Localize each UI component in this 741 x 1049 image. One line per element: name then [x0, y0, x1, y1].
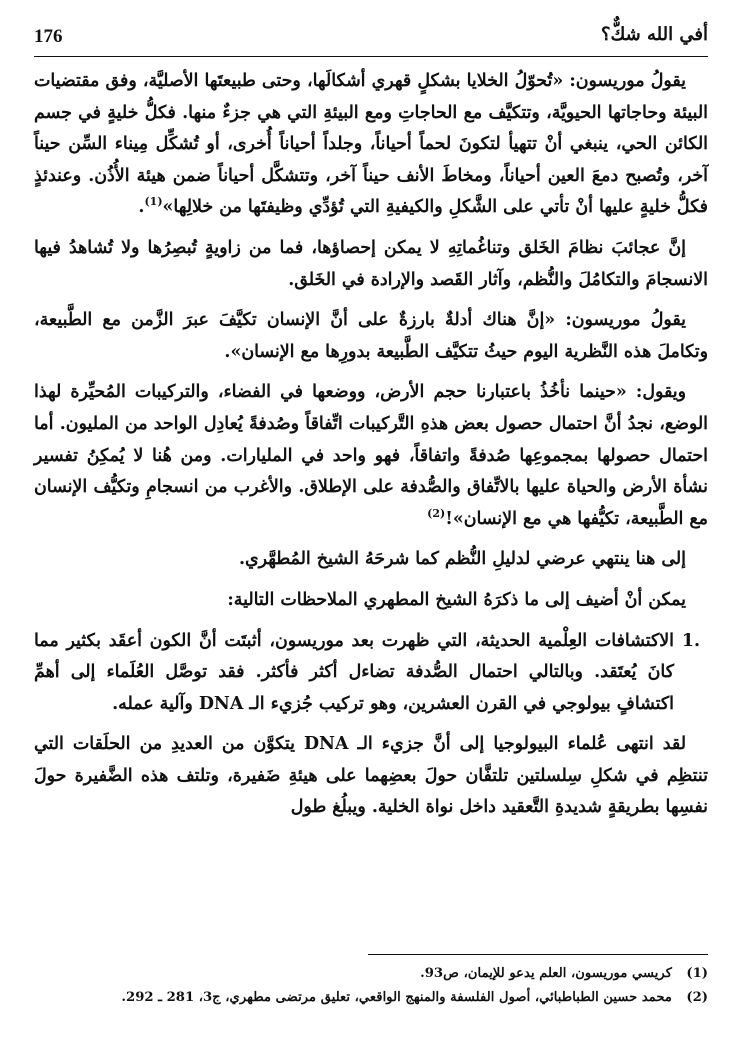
paragraph-end-of-argument: إلى هنا ينتهي عرضي لدليلِ النُّظم كما شرحَهُ الشيخ المُطهَّري. — [239, 549, 686, 570]
main-text — [34, 66, 708, 824]
paragraph-additional-notes: يمكن أنْ أضيف إلى ما ذكرَهُ الشيخ المطهري الملاحظات التالية: — [227, 589, 686, 610]
header-rule — [34, 56, 708, 57]
paragraph-earth-probability — [34, 377, 708, 535]
footnote-list — [34, 954, 708, 1010]
footnote-ref-1: (1) — [144, 195, 163, 209]
paragraph-morrison-adaptation: يقولُ موريسون: «إنَّ هناك أدلةٌ بارزةٌ على أنَّ الإنسان تكيَّفَ عبرَ الزَّمن مع الطَّبيعة، وتكاملَ هذه النَّظرية اليوم حيثُ تتكيَّف الطَّبيعة بدورِها مع الإنسان». — [34, 310, 708, 362]
paragraph-end: . — [138, 197, 145, 218]
footnote-rule — [368, 954, 708, 955]
book-page — [34, 18, 708, 1028]
footnote-2 — [34, 986, 708, 1010]
footnotes — [34, 954, 708, 1010]
footnote-mark: (1) — [686, 966, 708, 981]
numbered-item-1 — [34, 626, 708, 721]
footnote-1 — [34, 962, 708, 986]
paragraph-creation-wonders: إنَّ عجائبَ نظامَ الخَلق وتناغُماتِهِ لا يمكن إحصاؤها، فما من زاويةٍ تُبصِرُها ولا تُشاهدُ فيها الانسجامَ والتكامُلَ والنُّظم، وآثار القَصد والإرادة في الخَلق. — [34, 237, 708, 290]
footnote-mark: (2) — [686, 990, 708, 1005]
page-number: 176 — [34, 26, 63, 47]
footnote-text: كريسي موريسون، العلم يدعو للإيمان، ص93. — [420, 966, 672, 981]
running-title: أفي الله شكٌّ؟ — [600, 24, 708, 45]
page-header — [34, 18, 708, 58]
paragraph-text: ويقول: «حينما نأخُذُ باعتبارنا حجم الأرض، ووضعها في الفضاء، والتركيبات المُحيِّرة لهذا الوضع، نجدُ أنَّ احتمال حصول بعض هذهِ التَّركيبات اتِّفاقاً وصُدفةً يُعادِل الواحد من المليون. أما احتمال حصولها بمجموعِها صُدفةً واتفاقاً، فهو واحد في المليارات. ومن هُنا لا يُمكِنُ تفسير نشأة الأرض والحياة عليها بالاتِّفاق والصُّدفة على الإطلاق. والأغرب من انسجامِ وتكيُّف الإنسان مع الطَّبيعة، تكيُّفها هي مع الإنسان»! — [34, 382, 708, 529]
item-text: الاكتشافات العِلْمية الحديثة، التي ظهرت بعد موريسون، أثبتَت أنَّ الكون أعقَد بكثير مما كانَ يُعتَقد. وبالتالي احتمال الصُّدفة تضاءل أكثر فأكثر. فقد توصَّل العُلَماء إلى أهمِّ اكتشافٍ بيولوجي في القرن العشرين، وهو تركيب جُزيء الـ DNA وآلية عمله. — [34, 630, 674, 714]
item-number: 1. — [681, 630, 701, 651]
paragraph-dna: لقد انتهى عُلماء البيولوجيا إلى أنَّ جزيء الـ DNA يتكوَّن من العديدِ من الحلَقات التي تنتظِم في شكلِ سِلسلتين تلتفَّان حولَ بعضِهما على هيئةِ ضَفيرة، وتلتف هذه الضَّفيرة حولَ نفسِها بطريقةٍ شديدةِ التَّعقيد داخل نواة الخلية. ويبلُغ طول — [34, 734, 708, 818]
paragraph-text: يقولُ موريسون: «تُحوّلُ الخلايا بشكلٍ قهري أشكالَها، وحتى طبيعتَها الأصليَّة، وفق مقتضيات البيئة وحاجاتها الحيويَّة، وتتكيَّف مع الحاجاتِ ومع البيئةِ التي هي جزءٌ منها. فكلُّ خليةٍ في جسم الكائن الحي، ينبغي أنْ تتهيأ لتكونَ لحماً أحياناً، وجلداً أحياناً أُخرى، أو تُشكِّل مِيناء السِّن حيناً آخر، وتُصبح دمعَ العين أحياناً، ومخاطَ الأنف حيناً آخر، وتتشكَّل أحياناً ضمن هيئة الأُذُن. وعندئذٍ فكلُّ خليةٍ عليها أنْ تأتي على الشَّكلِ والكيفيةِ التي تُؤدِّي وظيفتَها من خلالِها» — [34, 71, 708, 218]
footnote-text: محمد حسين الطباطبائي، أصول الفلسفة والمنهج الواقعي، تعليق مرتضى مطهري، ج3، 281 ـ 292. — [121, 990, 672, 1005]
paragraph-morrison-cells — [34, 66, 708, 224]
footnote-ref-2: (2) — [427, 506, 446, 520]
